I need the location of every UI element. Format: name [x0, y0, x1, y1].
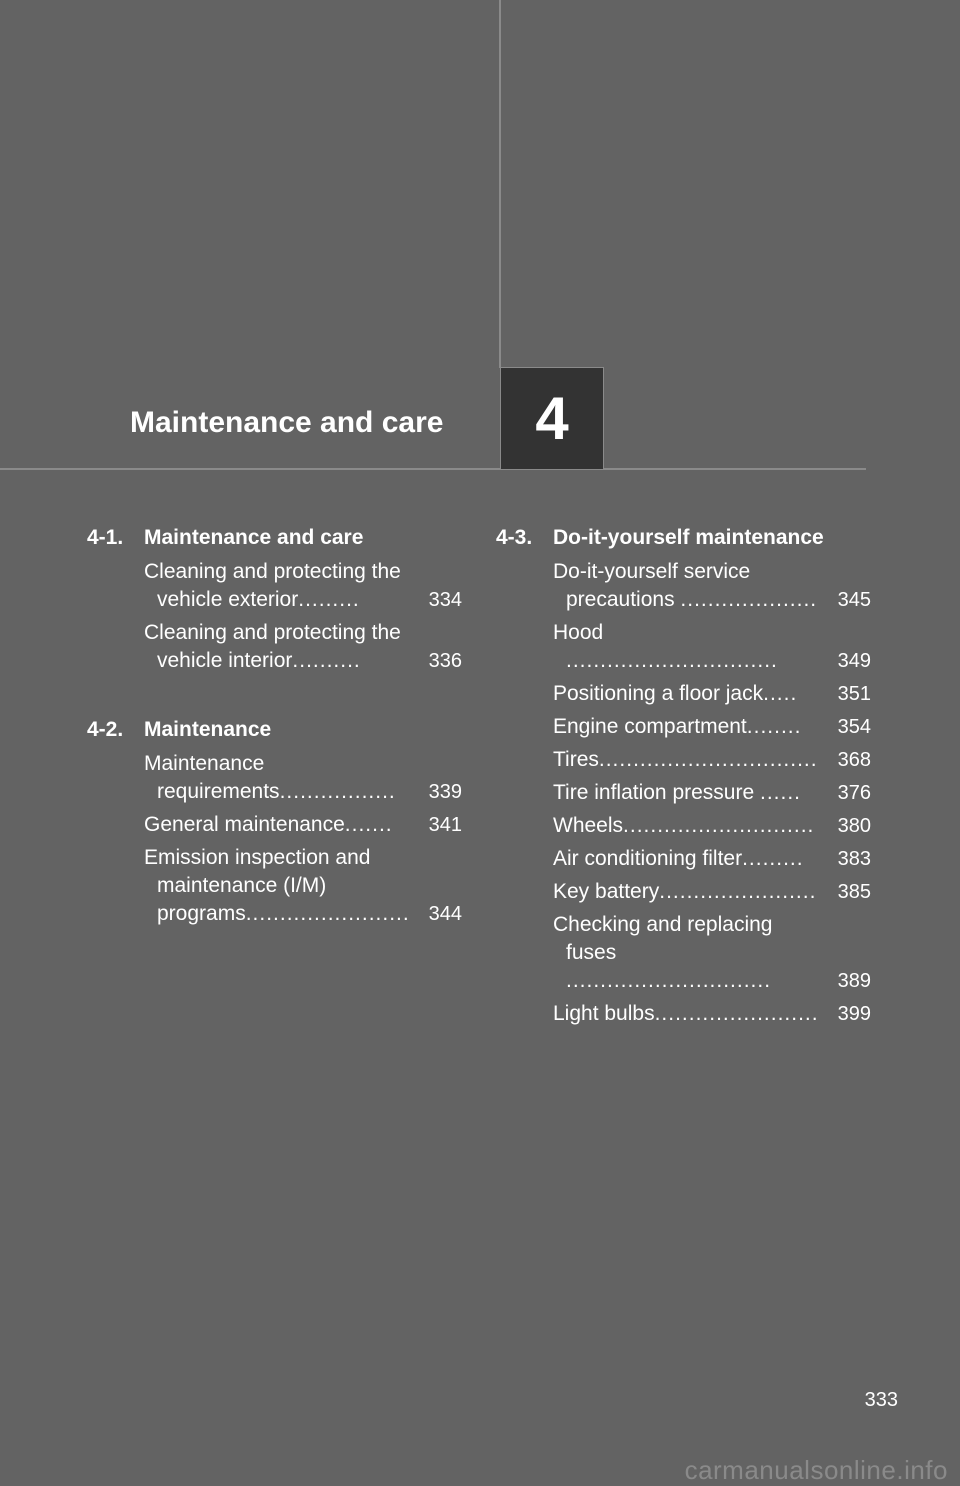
- dot-leader: .................: [279, 780, 396, 803]
- section-title: Maintenance and care: [144, 526, 364, 549]
- toc-entry[interactable]: [553, 779, 871, 807]
- toc-entry[interactable]: [144, 558, 462, 614]
- toc-entry-page: 344: [428, 903, 462, 925]
- toc-entry-page: 341: [428, 814, 462, 836]
- divider-vertical: [499, 0, 501, 368]
- section-title: Do-it-yourself maintenance: [553, 526, 824, 549]
- toc-entry-page: 351: [837, 683, 871, 705]
- toc-entry-page: 339: [428, 781, 462, 803]
- dot-leader: ........................: [245, 902, 410, 925]
- toc-entry[interactable]: [144, 811, 462, 839]
- toc-section: [87, 715, 462, 928]
- toc-entry[interactable]: [144, 844, 462, 928]
- dot-leader: ....................: [680, 588, 818, 611]
- toc-entry-label: Emission inspection and maintenance (I/M) programs: [144, 846, 371, 925]
- toc-entry-page: 376: [837, 782, 871, 804]
- toc-entry-label: Air conditioning filter: [553, 847, 743, 870]
- section-title: Maintenance: [144, 718, 272, 741]
- toc-entry-page: 383: [837, 848, 871, 870]
- divider-horizontal: [0, 468, 866, 470]
- toc-entry-label: Cleaning and protecting the vehicle interior: [144, 621, 401, 672]
- toc-entry[interactable]: [553, 680, 871, 708]
- toc-entry-label: Checking and replacing fuses: [553, 913, 773, 964]
- section-heading: [87, 715, 462, 745]
- toc-column-left: [87, 523, 462, 968]
- toc-entry[interactable]: [144, 619, 462, 675]
- dot-leader: ..............................: [566, 969, 772, 992]
- toc-entry-label: Light bulbs: [553, 1002, 655, 1025]
- toc-entry-page: 354: [837, 716, 871, 738]
- toc-entry-page: 368: [837, 749, 871, 771]
- toc-entry-label: Cleaning and protecting the vehicle exterior: [144, 560, 401, 611]
- toc-entry[interactable]: [553, 713, 871, 741]
- dot-leader: .........: [298, 588, 360, 611]
- toc-entry-label: Tires: [553, 748, 599, 771]
- toc-section: [496, 523, 871, 1028]
- section-number: 4-1.: [87, 526, 124, 549]
- toc-entry-label: Tire inflation pressure: [553, 781, 755, 804]
- chapter-number-badge: 4: [500, 367, 604, 470]
- toc-entry[interactable]: [553, 878, 871, 906]
- toc-entry-page: 334: [428, 589, 462, 611]
- dot-leader: ...............................: [566, 649, 778, 672]
- page-number: 333: [864, 1389, 898, 1411]
- dot-leader: ......: [759, 781, 801, 804]
- toc-entry-label: Hood: [553, 621, 604, 644]
- section-heading: [87, 523, 462, 553]
- dot-leader: ................................: [598, 748, 818, 771]
- toc-entry-label: General maintenance: [144, 813, 345, 836]
- toc-entry-page: 336: [428, 650, 462, 672]
- section-heading: [496, 523, 871, 553]
- toc-entry[interactable]: [553, 619, 871, 675]
- toc-entry[interactable]: [553, 845, 871, 873]
- toc-entry-label: Engine compartment: [553, 715, 747, 738]
- toc-entry-label: Key battery: [553, 880, 660, 903]
- section-number: 4-2.: [87, 718, 124, 741]
- toc-entry[interactable]: [553, 812, 871, 840]
- toc-entry-page: 349: [837, 650, 871, 672]
- chapter-title: Maintenance and care: [130, 406, 444, 439]
- dot-leader: .......................: [659, 880, 817, 903]
- dot-leader: ........: [746, 715, 802, 738]
- toc-entry[interactable]: [553, 911, 871, 995]
- toc-section: [87, 523, 462, 675]
- dot-leader: ..........: [292, 649, 361, 672]
- dot-leader: .......: [344, 813, 393, 836]
- toc-entry-page: 345: [837, 589, 871, 611]
- dot-leader: ............................: [623, 814, 815, 837]
- toc-entry[interactable]: [553, 746, 871, 774]
- toc-entry-page: 399: [837, 1003, 871, 1025]
- toc-entry-label: Maintenance requirements: [144, 752, 280, 803]
- section-number: 4-3.: [496, 526, 533, 549]
- toc-entry-label: Wheels: [553, 814, 624, 837]
- toc-entry[interactable]: [553, 558, 871, 614]
- watermark: carmanualsonline.info: [684, 1455, 948, 1485]
- toc-entry-label: Do-it-yourself service precautions: [553, 560, 751, 611]
- dot-leader: .........: [742, 847, 804, 870]
- toc-entry[interactable]: [144, 750, 462, 806]
- toc-entry-page: 389: [837, 970, 871, 992]
- toc-entry[interactable]: [553, 1000, 871, 1028]
- toc-entry-page: 380: [837, 815, 871, 837]
- dot-leader: .....: [763, 682, 798, 705]
- toc-column-right: [496, 523, 871, 1068]
- dot-leader: ........................: [654, 1002, 819, 1025]
- toc-entry-label: Positioning a floor jack: [553, 682, 764, 705]
- toc-entry-page: 385: [837, 881, 871, 903]
